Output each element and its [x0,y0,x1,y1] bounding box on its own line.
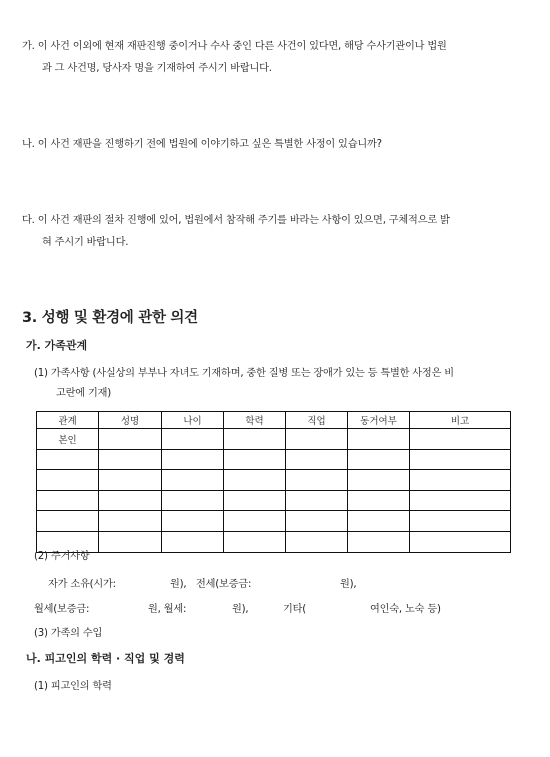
question-ga-line2: 과 그 사건명, 당사자 명을 기재하여 주시기 바랍니다. [42,63,272,74]
table-cell[interactable] [37,470,99,491]
table-cell[interactable] [37,449,99,470]
table-cell[interactable] [99,429,162,450]
question-da-line2: 혀 주시기 바랍니다. [42,237,129,248]
table-cell[interactable] [410,490,511,511]
table-cell[interactable] [99,490,162,511]
cell-self: 본인 [37,429,99,450]
table-cell[interactable] [286,449,348,470]
table-row [37,511,511,532]
family-relations-title: 가. 가족관계 [26,339,88,352]
table-cell[interactable] [37,511,99,532]
table-cell[interactable] [162,449,224,470]
question-da-line1: 다. 이 사건 재판의 절차 진행에 있어, 법원에서 참작해 주기를 바라는 사항이 있으면, 구체적으로 밝 [22,215,450,226]
table-cell[interactable] [99,470,162,491]
table-cell[interactable] [286,470,348,491]
header-education: 학력 [224,412,286,429]
table-row [37,490,511,511]
family-table [36,411,511,553]
table-cell[interactable] [224,490,286,511]
family-income-title: (3) 가족의 수입 [34,628,103,639]
residence-won-4: 원), [232,604,249,615]
table-cell[interactable] [286,429,348,450]
table-cell[interactable] [162,531,224,552]
family-note-line2: 고란에 기재) [56,388,112,399]
header-occupation: 직업 [286,412,348,429]
section3-title: 3. 성행 및 환경에 관한 의견 [22,310,198,326]
defendant-background-title: 나. 피고인의 학력 · 직업 및 경력 [26,652,185,665]
residence-title: (2) 주거사항 [34,551,90,562]
family-table-header [37,412,511,429]
residence-monthly-label: 월세(보증금: [34,604,90,615]
table-cell[interactable] [224,449,286,470]
table-cell[interactable] [224,531,286,552]
table-cell[interactable] [99,449,162,470]
residence-won-1: 원), [170,579,187,590]
question-da [22,210,450,254]
question-na-line1: 나. 이 사건 재판을 진행하기 전에 법원에 이야기하고 싶은 특별한 사정이 있습니까? [22,139,382,150]
table-cell[interactable] [286,490,348,511]
family-note-line1: (1) 가족사항 (사실상의 부부나 자녀도 기재하며, 중한 질병 또는 장애가 있는 등 특별한 사정은 비 [34,368,454,379]
table-cell[interactable] [348,470,410,491]
table-cell[interactable] [348,449,410,470]
residence-other-examples: 여인숙, 노숙 등) [370,604,441,615]
table-cell[interactable] [348,429,410,450]
table-cell[interactable] [348,490,410,511]
table-cell[interactable] [410,511,511,532]
table-cell[interactable] [410,449,511,470]
table-cell[interactable] [162,470,224,491]
header-remarks: 비고 [410,412,511,429]
table-cell[interactable] [162,490,224,511]
question-na [22,134,382,156]
header-cohabitation: 동거여부 [348,412,410,429]
question-ga [22,36,447,80]
table-cell[interactable] [224,470,286,491]
table-cell[interactable] [410,531,511,552]
table-row [37,531,511,552]
table-cell[interactable] [224,511,286,532]
table-cell[interactable] [99,531,162,552]
table-cell[interactable] [162,511,224,532]
residence-other-label: 기타( [283,604,307,615]
table-row [37,429,511,450]
residence-won-3: 원, 월세: [148,604,187,615]
table-cell[interactable] [410,429,511,450]
residence-won-2: 원), [340,579,357,590]
table-cell[interactable] [410,470,511,491]
header-relation: 관계 [37,412,99,429]
table-cell[interactable] [348,531,410,552]
defendant-education-title: (1) 피고인의 학력 [34,681,112,692]
table-cell[interactable] [224,429,286,450]
header-age: 나이 [162,412,224,429]
table-cell[interactable] [37,490,99,511]
table-row [37,470,511,491]
table-row [37,449,511,470]
table-cell[interactable] [286,531,348,552]
table-cell[interactable] [286,511,348,532]
header-name: 성명 [99,412,162,429]
residence-jeonse-label: 전세(보증금: [196,579,252,590]
table-cell[interactable] [162,429,224,450]
residence-own-label: 자가 소유(시가: [48,579,116,590]
table-cell[interactable] [348,511,410,532]
question-ga-line1: 가. 이 사건 이외에 현재 재판진행 중이거나 수사 중인 다른 사건이 있다면, 해당 수사기관이나 법원 [22,41,447,52]
table-cell[interactable] [99,511,162,532]
